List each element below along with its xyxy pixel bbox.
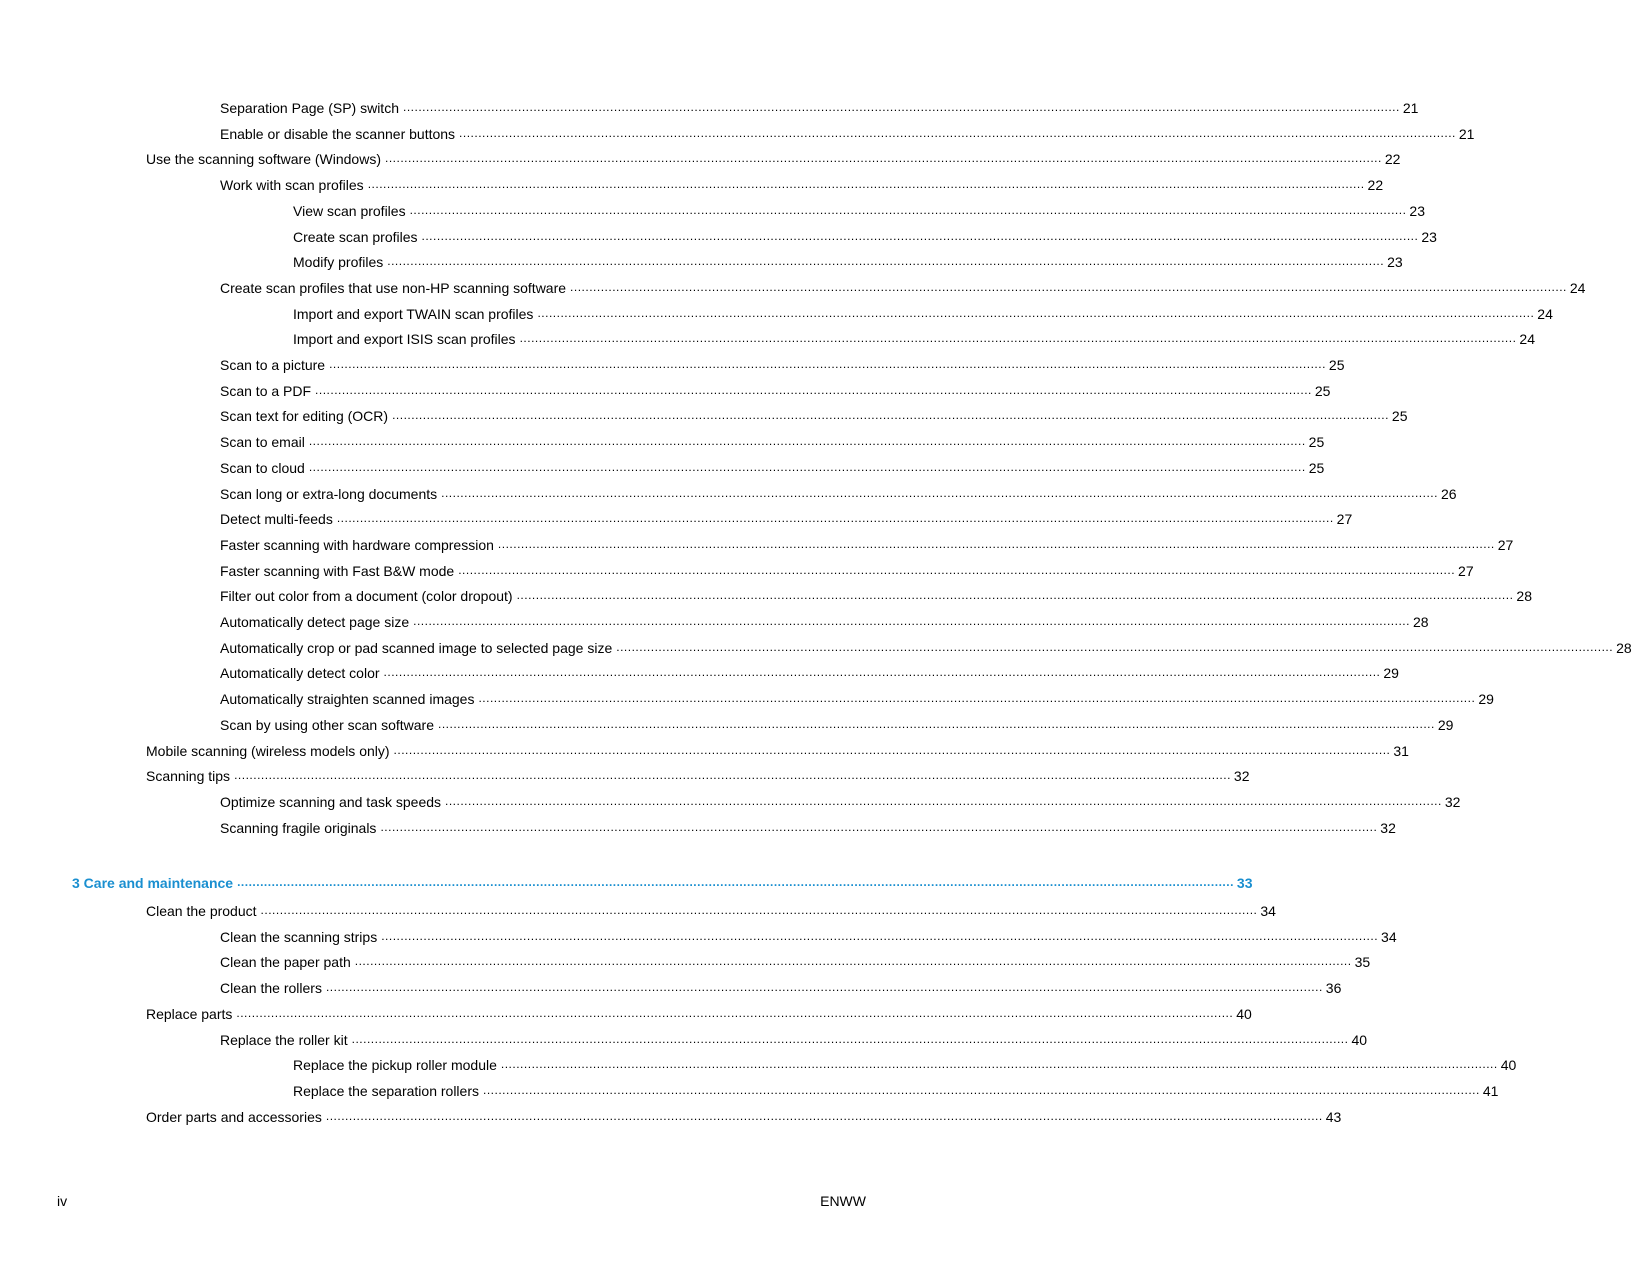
toc-entry[interactable] — [220, 926, 1397, 946]
toc-entry-page-number[interactable]: 34 — [1381, 928, 1397, 945]
toc-entry-page-number[interactable]: 27 — [1458, 562, 1474, 579]
toc-entry-label[interactable]: Faster scanning with Fast B&W mode — [220, 562, 455, 579]
toc-entry-label[interactable]: Replace the roller kit — [220, 1031, 348, 1048]
toc-entry-page-number[interactable]: 29 — [1383, 665, 1399, 682]
toc-entry-label[interactable]: Clean the product — [146, 903, 257, 919]
toc-entry-label[interactable]: Detect multi-feeds — [220, 511, 333, 528]
toc-entry[interactable] — [220, 174, 1384, 194]
dot-leader: .................................................................................................................................................................................................................................................................... — [234, 768, 1231, 783]
toc-entry-label[interactable]: Scan text for editing (OCR) — [220, 408, 389, 425]
toc-entry[interactable] — [220, 431, 1325, 451]
toc-entry-page-number[interactable]: 28 — [1616, 639, 1632, 656]
toc-entry-label[interactable]: Automatically detect color — [220, 665, 380, 682]
footer-code: ENWW — [820, 1193, 866, 1209]
dot-leader: .................................................................................................................................................................................................................................................................... — [354, 954, 1352, 969]
toc-entry-page-number[interactable]: 27 — [1497, 536, 1514, 553]
footer-page-number: iv — [57, 1193, 68, 1209]
dot-leader: .................................................................................................................................................................................................................................................................... — [329, 357, 1326, 371]
dot-leader: .................................................................................................................................................................................................................................................................... — [438, 716, 1435, 731]
toc-entry[interactable] — [293, 1054, 1517, 1074]
toc-entry[interactable] — [293, 1080, 1499, 1100]
toc-entry-label[interactable]: Separation Page (SP) switch — [220, 100, 399, 116]
toc-entry[interactable] — [220, 977, 1342, 997]
toc-entry-label[interactable]: Automatically detect page size — [220, 614, 410, 630]
toc-entry-page-number[interactable]: 21 — [1402, 100, 1419, 116]
toc-entry-label[interactable]: Enable or disable the scanner buttons — [220, 125, 456, 142]
toc-entry-page-number[interactable]: 24 — [1519, 331, 1535, 348]
dot-leader: .................................................................................................................................................................................................................................................................... — [413, 614, 1410, 628]
toc-entry-page-number[interactable]: 28 — [1516, 588, 1532, 605]
dot-leader: .................................................................................................................................................................................................................................................................... — [519, 331, 1517, 346]
dot-leader: .................................................................................................................................................................................................................................................................... — [483, 1082, 1480, 1097]
dot-leader: .................................................................................................................................................................................................................................................................... — [392, 408, 1389, 423]
toc-entry[interactable] — [220, 354, 1345, 374]
dot-leader: .................................................................................................................................................................................................................................................................... — [537, 305, 1535, 320]
toc-entry-label[interactable]: Order parts and accessories — [146, 1108, 322, 1125]
toc-entry[interactable] — [220, 637, 1632, 657]
toc-entry-page-number[interactable]: 25 — [1314, 382, 1331, 399]
toc-entry[interactable] — [146, 740, 1409, 760]
toc-entry-page-number[interactable]: 25 — [1391, 408, 1408, 425]
toc-entry-label[interactable]: Replace the pickup roller module — [293, 1057, 497, 1074]
dot-leader: .................................................................................................................................................................................................................................................................... — [260, 903, 1258, 917]
toc-entry-label[interactable]: Use the scanning software (Windows) — [146, 151, 381, 168]
toc-entry-page-number[interactable]: 41 — [1482, 1082, 1499, 1099]
toc-entry-page-number[interactable]: 40 — [1351, 1031, 1368, 1048]
toc-entry-label[interactable]: Clean the rollers — [220, 980, 322, 997]
dot-leader: .................................................................................................................................................................................................................................................................... — [387, 254, 1385, 269]
toc-entry-label[interactable]: Scanning tips — [146, 768, 231, 785]
toc-entry[interactable] — [220, 791, 1461, 811]
toc-entry[interactable] — [293, 303, 1553, 323]
toc-entry-page-number[interactable]: 35 — [1354, 954, 1371, 971]
dot-leader: .................................................................................................................................................................................................................................................................... — [385, 151, 1382, 166]
dot-leader: .................................................................................................................................................................................................................................................................... — [381, 928, 1379, 943]
toc-entry-page-number[interactable]: 21 — [1458, 125, 1475, 142]
dot-leader: .................................................................................................................................................................................................................................................................... — [441, 485, 1438, 500]
toc-entry[interactable] — [146, 900, 1276, 920]
toc-entry[interactable] — [220, 508, 1353, 528]
dot-leader: .................................................................................................................................................................................................................................................................... — [421, 228, 1419, 243]
toc-entry[interactable] — [220, 457, 1325, 477]
dot-leader: .................................................................................................................................................................................................................................................................... — [516, 588, 1514, 603]
dot-leader: .................................................................................................................................................................................................................................................................... — [570, 279, 1567, 294]
dot-leader: .................................................................................................................................................................................................................................................................... — [336, 511, 1334, 526]
dot-leader: .................................................................................................................................................................................................................................................................... — [351, 1031, 1349, 1046]
toc-entry-page-number[interactable]: 27 — [1336, 511, 1353, 528]
dot-leader: .................................................................................................................................................................................................................................................................... — [402, 100, 1400, 114]
toc-entry-label[interactable]: Scan to cloud — [220, 459, 305, 476]
toc-entry-label[interactable]: Scan to a picture — [220, 357, 326, 373]
dot-leader: .................................................................................................................................................................................................................................................................... — [383, 665, 1381, 680]
dot-leader: .................................................................................................................................................................................................................................................................... — [308, 434, 1306, 449]
toc-entry[interactable] — [146, 765, 1250, 785]
toc-entry-label[interactable]: Create scan profiles that use non-HP scanning software — [220, 279, 567, 296]
dot-leader: .................................................................................................................................................................................................................................................................... — [500, 1057, 1498, 1072]
dot-leader: .................................................................................................................................................................................................................................................................... — [459, 125, 1456, 140]
toc-entry-label[interactable]: Work with scan profiles — [220, 177, 364, 194]
toc-entry[interactable] — [220, 951, 1371, 971]
toc-entry-page-number[interactable]: 29 — [1478, 691, 1494, 708]
toc-entry-label[interactable]: Import and export TWAIN scan profiles — [293, 305, 534, 322]
toc-entry-label[interactable]: Scan long or extra-long documents — [220, 485, 438, 502]
toc-entry-label[interactable]: Filter out color from a document (color dropout) — [220, 588, 513, 605]
toc-entry[interactable] — [220, 483, 1457, 503]
toc-entry[interactable] — [220, 560, 1474, 580]
dot-leader: .................................................................................................................................................................................................................................................................... — [380, 819, 1378, 834]
toc-entry-page-number[interactable]: 22 — [1367, 177, 1384, 194]
dot-leader: .................................................................................................................................................................................................................................................................... — [237, 875, 1234, 890]
toc-entry-label[interactable]: Automatically straighten scanned images — [220, 691, 475, 708]
dot-leader: .................................................................................................................................................................................................................................................................... — [409, 202, 1407, 217]
toc-entry-label[interactable]: Scanning fragile originals — [220, 819, 377, 836]
toc-entry[interactable] — [293, 328, 1535, 348]
toc-entry-page-number[interactable]: 29 — [1437, 716, 1454, 733]
dot-leader: .................................................................................................................................................................................................................................................................... — [325, 980, 1323, 995]
toc-entry-page-number[interactable]: 33 — [1236, 875, 1253, 892]
toc-entry-page-number[interactable]: 31 — [1393, 742, 1409, 759]
toc-entry[interactable] — [220, 688, 1494, 708]
dot-leader: .................................................................................................................................................................................................................................................................... — [308, 459, 1306, 474]
toc-entry-page-number[interactable]: 32 — [1380, 819, 1396, 836]
toc-entry-label[interactable]: Scan to email — [220, 434, 305, 451]
toc-entry-page-number[interactable]: 25 — [1308, 459, 1325, 476]
toc-entry-page-number[interactable]: 25 — [1308, 434, 1325, 451]
toc-entry-page-number[interactable]: 24 — [1569, 279, 1586, 296]
toc-entry-page-number[interactable]: 43 — [1325, 1108, 1342, 1125]
toc-entry-label[interactable]: Clean the paper path — [220, 954, 351, 971]
toc-entry-label[interactable]: Scan to a PDF — [220, 382, 312, 399]
toc-entry[interactable] — [293, 251, 1403, 271]
toc-entry-page-number[interactable]: 23 — [1387, 254, 1403, 271]
toc-entry[interactable] — [220, 277, 1586, 297]
toc-entry[interactable] — [220, 123, 1475, 143]
toc-entry-page-number[interactable]: 40 — [1236, 1005, 1252, 1022]
toc-entry[interactable] — [220, 534, 1514, 554]
toc-entry[interactable] — [220, 1029, 1368, 1049]
toc-entry[interactable] — [146, 148, 1401, 168]
dot-leader: .................................................................................................................................................................................................................................................................... — [478, 691, 1476, 706]
toc-entry-page-number[interactable]: 23 — [1421, 228, 1437, 245]
dot-leader: .................................................................................................................................................................................................................................................................... — [616, 639, 1614, 654]
toc-entry[interactable] — [220, 714, 1454, 734]
toc-entry-label[interactable]: Clean the scanning strips — [220, 928, 378, 945]
toc-entry-page-number[interactable]: 36 — [1325, 980, 1342, 997]
dot-leader: .................................................................................................................................................................................................................................................................... — [236, 1005, 1234, 1020]
toc-entry-page-number[interactable]: 25 — [1328, 357, 1345, 373]
toc-entry-label[interactable]: Modify profiles — [293, 254, 384, 271]
dot-leader: .................................................................................................................................................................................................................................................................... — [458, 562, 1456, 577]
toc-entry[interactable] — [220, 817, 1396, 837]
toc-entry-label[interactable]: Scan by using other scan software — [220, 716, 435, 733]
dot-leader: .................................................................................................................................................................................................................................................................... — [315, 382, 1312, 397]
toc-entry-page-number[interactable]: 34 — [1260, 903, 1276, 919]
toc-entry-page-number[interactable]: 32 — [1233, 768, 1250, 785]
dot-leader: .................................................................................................................................................................................................................................................................... — [497, 536, 1495, 551]
toc-entry-page-number[interactable]: 24 — [1537, 305, 1553, 322]
toc-entry[interactable] — [146, 1106, 1342, 1126]
toc-entry[interactable] — [220, 585, 1532, 605]
toc-entry-page-number[interactable]: 26 — [1440, 485, 1457, 502]
toc-entry-label[interactable]: Optimize scanning and task speeds — [220, 793, 442, 810]
toc-entry-label[interactable]: Replace parts — [146, 1005, 233, 1022]
toc-entry-page-number[interactable]: 22 — [1384, 151, 1401, 168]
dot-leader: .................................................................................................................................................................................................................................................................... — [325, 1108, 1323, 1123]
toc-entry-label[interactable]: Create scan profiles — [293, 228, 418, 245]
toc-entry-label[interactable]: Import and export ISIS scan profiles — [293, 331, 516, 348]
dot-leader: .................................................................................................................................................................................................................................................................... — [445, 793, 1442, 808]
dot-leader: .................................................................................................................................................................................................................................................................... — [367, 177, 1365, 192]
toc-entry-label[interactable]: View scan profiles — [293, 202, 406, 219]
toc-entry[interactable] — [220, 380, 1331, 400]
toc-entry-label[interactable]: Replace the separation rollers — [293, 1082, 479, 1099]
toc-entry[interactable] — [146, 1003, 1252, 1023]
toc-entry-page-number[interactable]: 40 — [1500, 1057, 1517, 1074]
toc-entry[interactable] — [220, 611, 1429, 631]
toc-entry[interactable] — [293, 200, 1425, 220]
toc-entry-page-number[interactable]: 28 — [1412, 614, 1429, 630]
toc-entry-page-number[interactable]: 23 — [1409, 202, 1425, 219]
toc-entry[interactable] — [220, 662, 1399, 682]
toc-entry[interactable] — [293, 226, 1437, 246]
toc-chapter-entry[interactable] — [72, 872, 1253, 892]
dot-leader: .................................................................................................................................................................................................................................................................... — [393, 742, 1391, 757]
toc-entry[interactable] — [220, 97, 1419, 117]
toc-entry-label[interactable]: Automatically crop or pad scanned image to selected page size — [220, 639, 613, 656]
toc-entry-label[interactable]: 3 Care and maintenance — [72, 875, 234, 892]
toc-entry-label[interactable]: Faster scanning with hardware compression — [220, 536, 494, 553]
toc-entry-label[interactable]: Mobile scanning (wireless models only) — [146, 742, 390, 759]
toc-entry-page-number[interactable]: 32 — [1444, 793, 1461, 810]
toc-entry[interactable] — [220, 405, 1408, 425]
